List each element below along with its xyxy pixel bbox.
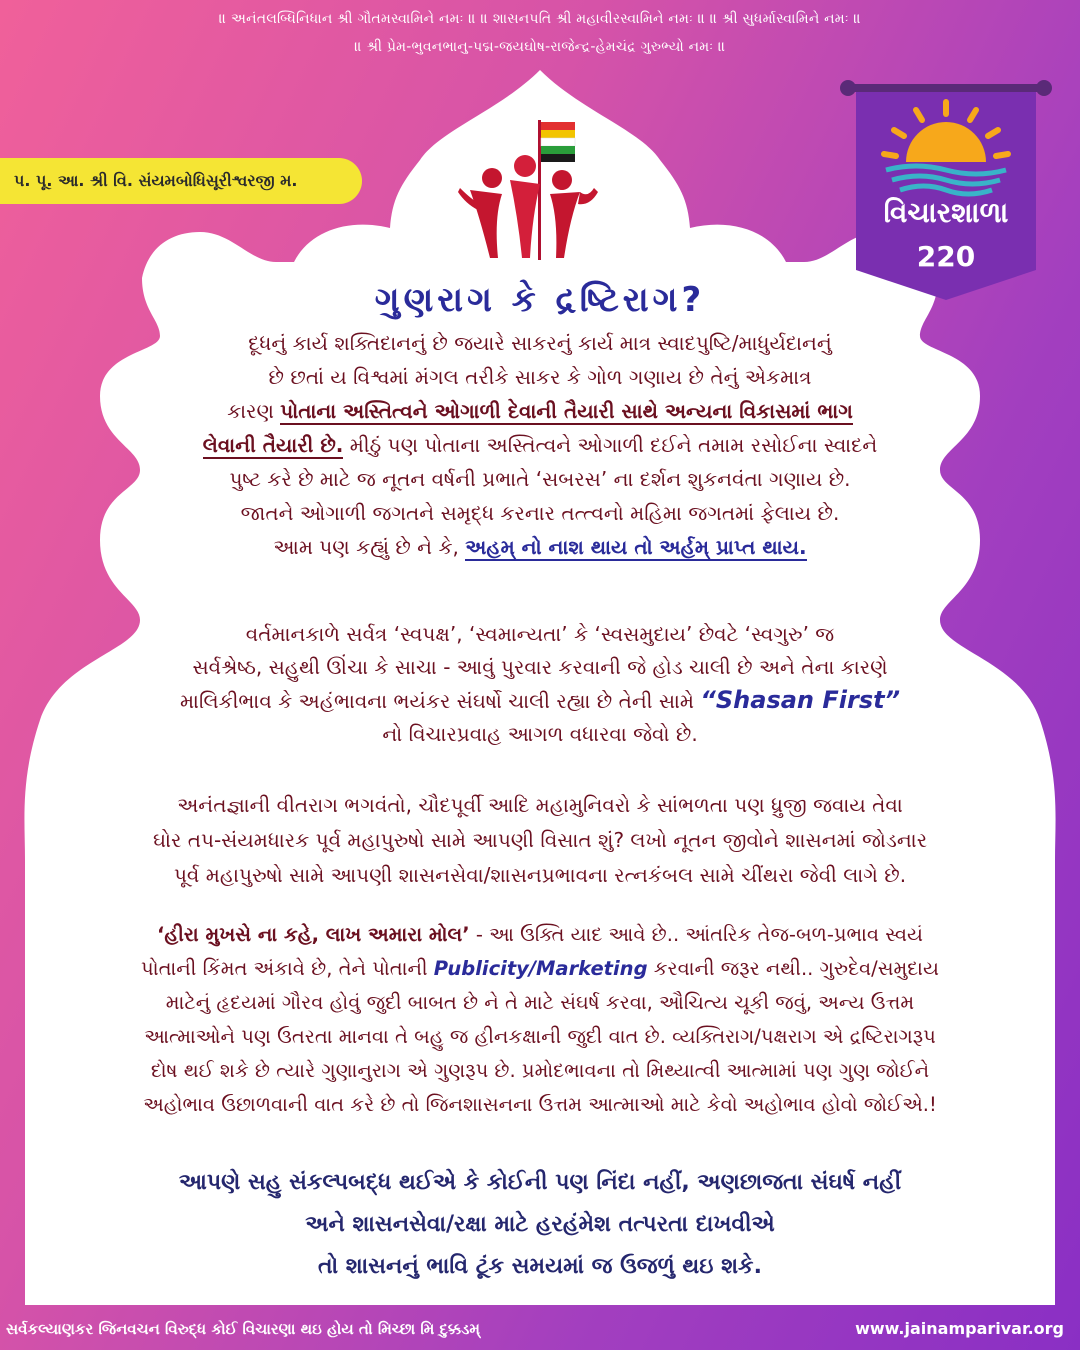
closing-line: આપણે સહુ સંકલ્પબદ્ધ થઈએ કે કોઈની પણ નિંદા નહીં, અણછાજતા સંઘર્ષ નહીં (178, 1170, 902, 1195)
footer-website-link[interactable]: www.jainamparivar.org (855, 1319, 1064, 1338)
paragraph-4-line: અહોભાવ ઉછાળવાની વાત કરે છે તો જિનશાસનના ઉત્તમ આત્માઓ માટે કેવો અહોભાવ હોવો જોઈએ.! (143, 1093, 937, 1116)
paragraph-4-line (0, 918, 1080, 952)
text-segment: માલિકીભાવ કે અહંભાવના ભયંકર સંઘર્ષો ચાલી રહ્યા છે તેની સામે (179, 689, 701, 713)
jainam-parivar-logo-icon (450, 118, 600, 268)
banner-rod-knob-right (1036, 80, 1052, 96)
paragraph-4-line: આત્માઓને પણ ઉતરતા માનવા તે બહુ જ હીનકક્ષાની જુદી વાત છે. વ્યક્તિરાગ/પક્ષરાગ એ દ્રષ્ટિરાગરૂપ (144, 1025, 936, 1048)
text-segment: - આ ઉક્તિ યાદ આવે છે.. આંતરિક તેજ-બળ-પ્રભાવ સ્વયં (469, 923, 924, 946)
paragraph-3-line: ઘોર તપ-સંયમધારક પૂર્વ મહાપુરુષો સામે આપણી વિસાત શું? લખો નૂતન જીવોને શાસનમાં જોડનાર (152, 828, 928, 852)
paragraph-2-line: વર્તમાનકાળે સર્વત્ર ‘સ્વપક્ષ’, ‘સ્વમાન્યતા’ કે ‘સ્વસમુદાય’ છેવટે ‘સ્વગુરુ’ જ (245, 622, 835, 646)
text-segment: કારણ (227, 399, 281, 423)
header-mantra-line1: ॥ અનંતલબ્ધિનિધાન શ્રી ગૌતમસ્વામિને નમઃ ॥ ॥ શાસનપતિ શ્રી મહાવીરસ્વામિને નમઃ ॥ ॥ શ્રી સુધર્માસ્વામિને નમઃ ॥ (218, 11, 862, 27)
footer-disclaimer: સર્વકલ્યાણકર જિનવચન વિરુદ્ધ કોઈ વિચારણા થઇ હોય તો મિચ્છા મિ દુક્કડમ્ (6, 1320, 480, 1338)
text-segment: આમ પણ કહ્યું છે ને કે, (273, 535, 466, 559)
author-name-tag: પ. પૂ. આ. શ્રી વિ. સંયમબોધિસૂરીશ્વરજી મ. (0, 158, 362, 204)
paragraph-1-line (0, 394, 1080, 428)
paragraph-1-line: છે છતાં ય વિશ્વમાં મંગલ તરીકે સાકર કે ગોળ ગણાય છે તેનું એકમાત્ર (268, 365, 812, 389)
paragraph-3-line: પૂર્વ મહાપુરુષો સામે આપણી શાસનસેવા/શાસનપ્રભાવના રત્નકંબલ સામે ચીંથરા જેવી લાગે છે. (173, 863, 907, 887)
article-title: ગુણરાગ કે દ્રષ્ટિરાગ? (374, 280, 706, 320)
publicity-marketing-phrase: Publicity/Marketing (433, 957, 648, 980)
paragraph-4-line (0, 952, 1080, 986)
paragraph-1 (0, 326, 1080, 564)
closing-statement (0, 1162, 1080, 1288)
paragraph-2-line: નો વિચારપ્રવાહ આગળ વધારવા જેવો છે. (382, 722, 698, 746)
paragraph-4-line: દોષ થઈ શકે છે ત્યારે ગુણાનુરાગ એ ગુણરૂપ છે. પ્રમોદભાવના તો મિથ્યાત્વી આત્મામાં પણ ગુણ જોઈને (150, 1059, 930, 1082)
text-segment: કરવાની જરૂર નથી.. ગુરુદેવ/સમુદાય (647, 957, 939, 980)
paragraph-4 (0, 918, 1080, 1122)
paragraph-3-line: અનંતજ્ઞાની વીતરાગ ભગવંતો, ચૌદપૂર્વી આદિ મહામુનિવરો કે સાંભળતા પણ ધ્રુજી જવાય તેવા (177, 793, 903, 817)
text-segment: પોતાની કિંમત અંકાવે છે, તેને પોતાની (141, 957, 434, 980)
paragraph-1-line: પુષ્ટ કરે છે માટે જ નૂતન વર્ષની પ્રભાતે ‘સબરસ’ ના દર્શન શુકનવંતા ગણાય છે. (229, 467, 851, 491)
highlighted-phrase: લેવાની તૈયારી છે. (202, 433, 344, 457)
closing-line: તો શાસનનું ભાવિ ટૂંક સમયમાં જ ઉજળું થઇ શકે. (318, 1254, 762, 1279)
paragraph-2 (0, 618, 1080, 751)
highlighted-phrase: પોતાના અસ્તિત્વને ઓગાળી દેવાની તૈયારી સાથે અન્યના વિકાસમાં ભાગ (280, 399, 853, 423)
paragraph-4-line: માટેનું હૃદયમાં ગૌરવ હોવું જુદી બાબત છે ને તે માટે સંઘર્ષ કરવા, ઔચિત્ય ચૂકી જવું, અન્ય ઉત્તમ (165, 991, 915, 1014)
quote-phrase: ‘હીરા મુખસે ના કહે, લાખ અમારા મોલ’ (156, 923, 470, 946)
banner-issue-number: 220 (916, 240, 976, 273)
banner-rod-knob-left (840, 80, 856, 96)
closing-line: અને શાસનસેવા/રક્ષા માટે હરહંમેશ તત્પરતા દાખવીએ (305, 1212, 775, 1237)
paragraph-1-line (0, 428, 1080, 462)
paragraph-1-line: જાતને ઓગાળી જગતને સમૃદ્ધ કરનાર તત્ત્વનો મહિમા જગતમાં ફેલાય છે. (240, 501, 840, 525)
paragraph-1-line (0, 530, 1080, 564)
header-mantra-line2: ॥ શ્રી પ્રેમ-ભુવનભાનુ-પદ્મ-જયઘોષ-રાજેન્દ્ર-હેમચંદ્ર ગુરુભ્યો નમઃ ॥ (354, 39, 726, 55)
text-segment: મીઠું પણ પોતાના અસ્તિત્વને ઓગાળી દઈને તમામ રસોઈના સ્વાદને (343, 433, 878, 457)
paragraph-1-line: દૂધનું કાર્ય શક્તિદાનનું છે જયારે સાકરનું કાર્ય માત્ર સ્વાદપુષ્ટિ/માધુર્યદાનનું (248, 331, 832, 355)
banner-title: વિચારશાળા (883, 196, 1009, 229)
highlighted-phrase: અહમ્ નો નાશ થાય તો અર્હમ્ પ્રાપ્ત થાય. (465, 535, 807, 559)
paragraph-2-line: સર્વશ્રેષ્ઠ, સહુથી ઊંચા કે સાચા - આવું પુરવાર કરવાની જે હોડ ચાલી છે અને તેના કારણે (192, 655, 888, 679)
shasan-first-phrase: “Shasan First” (700, 686, 901, 714)
banner-rod (848, 84, 1044, 92)
paragraph-3 (0, 788, 1080, 893)
paragraph-2-line (0, 684, 1080, 718)
